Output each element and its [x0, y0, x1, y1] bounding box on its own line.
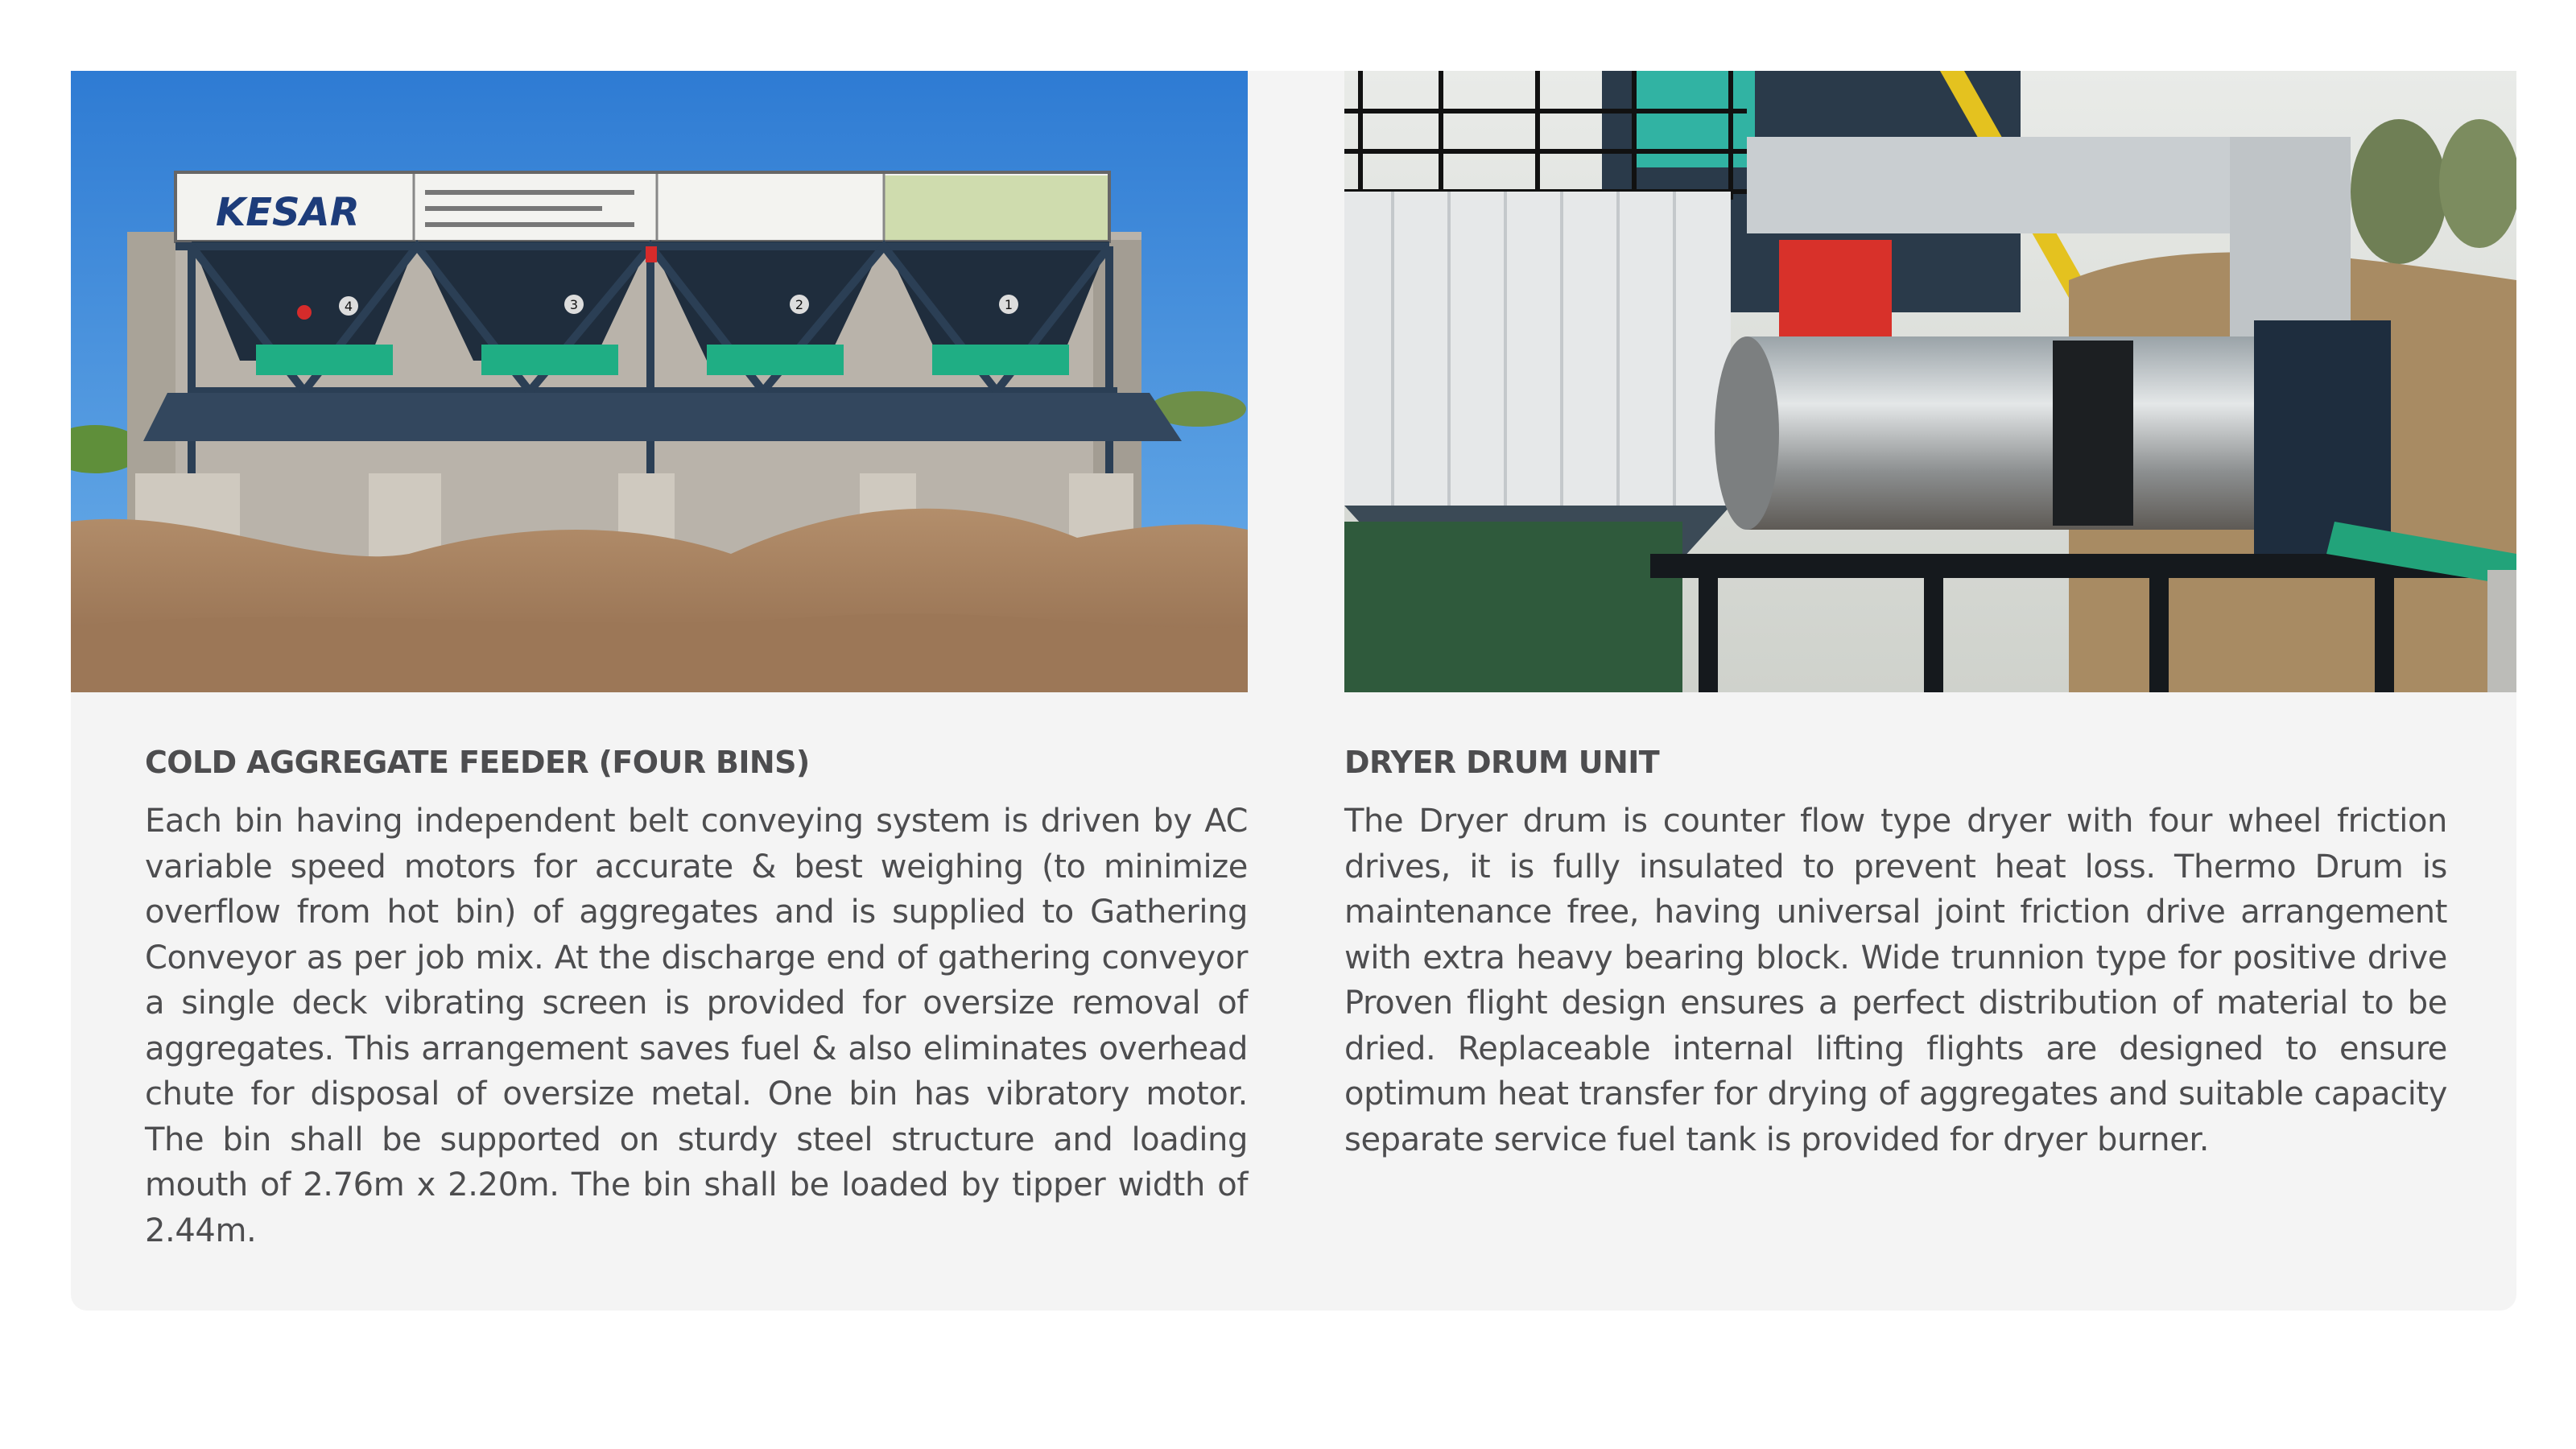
- section-body: Each bin having independent belt conveying system is driven by AC variable speed motors for accurate & best weighing (to minimize overflow from hot bin) of aggregates and is supplied to Gathering Conveyor as per job mix. At the discharge end of gathering conveyor a single deck vibrating screen is provided for oversize removal of aggregates. This arrangement saves fuel & also eliminates overhead chute for disposal of oversize metal. One bin has vibratory motor. The bin shall be supported on sturdy steel structure and loading mouth of 2.76m x 2.20m. The bin shall be loaded by tipper width of 2.44m.: [145, 803, 1248, 1249]
- section-title: DRYER DRUM UNIT: [1344, 745, 1660, 780]
- bin-number-4: 4: [344, 299, 353, 314]
- bin-number-3: 3: [569, 297, 579, 312]
- dryer-drum-unit-photo: [1344, 71, 2516, 692]
- section-body: The Dryer drum is counter flow type dryer with four wheel friction drives, it is fully insulated to prevent heat loss. Thermo Drum is maintenance free, having universal joint friction drive arrangement with extra heavy bearing block. Wide trunnion type for positive drive Proven flight design ensures a perfect distribution of material to be dried. Replaceable internal lifting flights are designed to ensure optimum heat transfer for drying of aggregates and suitable capacity separate service fuel tank is provided for dryer burner.: [1344, 803, 2447, 1158]
- cold-aggregate-feeder-photo: [71, 71, 1248, 692]
- bin-number-2: 2: [795, 297, 804, 312]
- kesar-logo-text: KESAR: [216, 190, 360, 235]
- dryer-drum-unit-section: [1344, 741, 2447, 1162]
- bin-number-1: 1: [1004, 297, 1013, 312]
- section-title: COLD AGGREGATE FEEDER (FOUR BINS): [145, 745, 810, 780]
- cold-aggregate-feeder-section: [145, 741, 1248, 1253]
